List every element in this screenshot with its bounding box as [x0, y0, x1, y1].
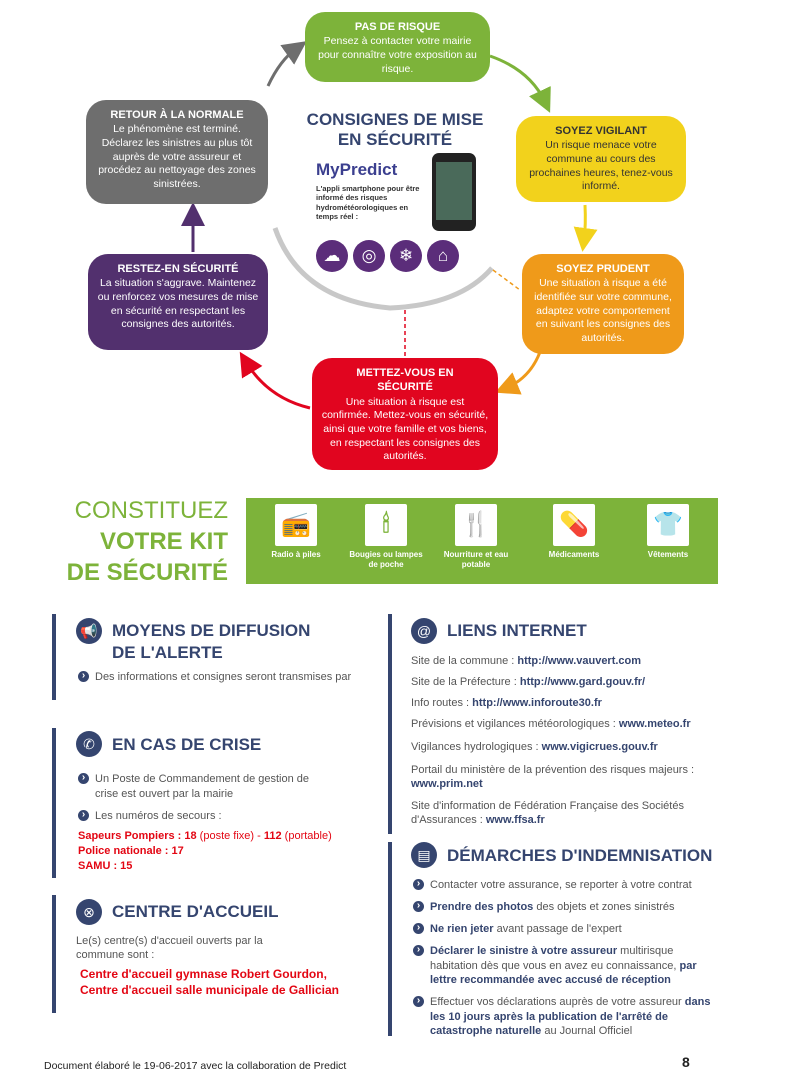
section-bar: [52, 614, 56, 700]
pills-icon: 💊: [553, 504, 595, 546]
link-label: Site d'information de Fédération Française des Sociétés d'Assurances :: [411, 800, 684, 827]
link-url[interactable]: www.ffsa.fr: [485, 814, 545, 827]
step-vigilant: [516, 116, 686, 202]
shirt-icon: 👕: [647, 504, 689, 546]
accueil-intro: Le(s) centre(s) d'accueil ouverts par la commune sont :: [76, 935, 263, 962]
section-title-accueil: CENTRE D'ACCUEIL: [112, 902, 279, 921]
link-label: Info routes :: [411, 697, 473, 709]
kit-item-medicine: [534, 504, 614, 560]
police-line: Police nationale : 17: [78, 845, 184, 857]
link-url[interactable]: www.vigicrues.gouv.fr: [541, 741, 658, 753]
kit-item-radio: [256, 504, 336, 560]
megaphone-icon: 📢: [76, 618, 102, 644]
step-text: Pensez à contacter votre mairie pour connaître votre exposition au risque.: [318, 35, 477, 75]
kit-title-line3: DE SÉCURITÉ: [66, 559, 228, 586]
indem-bullet-5: [413, 995, 713, 1039]
link-commune: [411, 654, 641, 668]
phone-illustration: [432, 153, 476, 231]
accueil-centre-1: Centre d'accueil gymnase Robert Gourdon,: [80, 967, 327, 981]
kit-title-line2: VOTRE KIT: [99, 528, 228, 555]
flood-icon: ⌂: [427, 240, 459, 272]
link-meteo: [411, 717, 691, 731]
link-prim: [411, 763, 721, 792]
food-icon: 🍴: [455, 504, 497, 546]
step-text: Une situation à risque a été identifiée sur votre commune, adaptez votre comportement en suivant les consignes des autorités.: [534, 277, 672, 344]
indem-end: au Journal Officiel: [541, 1025, 633, 1038]
section-bar: [52, 895, 56, 1013]
section-title-indemnisation: DÉMARCHES D'INDEMNISATION: [447, 846, 713, 865]
link-label: Prévisions et vigilances météorologiques :: [411, 718, 619, 730]
indem-bold: dans les 10 jours après la publication de l'arrêté de catastrophe naturelle: [430, 996, 711, 1038]
section-title-diffusion: MOYENS DE DIFFUSION DE L'ALERTE: [112, 621, 311, 663]
cycle-center-title: CONSIGNES DE MISE EN SÉCURITÉ: [306, 110, 484, 149]
pompiers-line: [78, 830, 332, 842]
accueil-centre-2: Centre d'accueil salle municipale de Gallician: [80, 983, 339, 997]
step-title: PAS DE RISQUE: [354, 21, 441, 33]
indem-rest: Effectuer vos déclarations auprès de votre assureur: [430, 996, 682, 1008]
indem-bullet-3: [413, 922, 733, 937]
step-text: Un risque menace votre commune au cours des prochaines heures, tenez-vous informé.: [529, 139, 673, 193]
link-label: Portail du ministère de la prévention des risques majeurs :: [411, 764, 695, 776]
step-title: METTEZ-VOUS EN SÉCURITÉ: [356, 367, 454, 394]
pompiers-portable: (portable): [281, 830, 332, 842]
crise-bullet-pc: › Un Poste de Commandement de gestion de crise est ouvert par la mairie: [78, 772, 318, 801]
indem-bullet-1: › Contacter votre assurance, se reporter à votre contrat: [413, 878, 733, 893]
link-vigicrues: [411, 740, 658, 754]
storm-icon: ☁: [316, 240, 348, 272]
footer-text: Document élaboré le 19-06-2017 avec la collaboration de Predict: [44, 1060, 347, 1072]
app-description: L'appli smartphone pour être informé des risques hydrométéorologiques en temps réel :: [316, 184, 420, 222]
section-bar: [388, 614, 392, 834]
indem-bullet-2: [413, 900, 733, 915]
page-number: 8: [682, 1054, 690, 1070]
indem-rest: multirisque habitation dès que vous en avez eu connaissance,: [430, 945, 677, 972]
link-url[interactable]: http://www.gard.gouv.fr/: [519, 676, 646, 688]
at-icon: @: [411, 618, 437, 644]
step-text: Le phénomène est terminé. Déclarez les sinistres au plus tôt auprès de votre assureur et procédez au nettoyage des zones sinistrées.: [98, 123, 256, 190]
link-ffsa: [411, 799, 721, 828]
step-text: La situation s'aggrave. Maintenez ou renforcez vos mesures de mise en sécurité en respectant les consignes des autorités.: [97, 277, 259, 331]
indem-bold: Ne rien jeter: [430, 923, 494, 935]
step-title: RETOUR À LA NORMALE: [110, 109, 244, 121]
snow-icon: ❄: [390, 240, 422, 272]
indem-bold: Prendre des photos: [430, 901, 534, 913]
section-bar: [388, 842, 392, 1036]
kit-item-label: Vêtements: [647, 550, 689, 559]
shelter-icon: ⊗: [76, 899, 102, 925]
kit-bar: [246, 498, 718, 584]
section-title-crise: EN CAS DE CRISE: [112, 735, 262, 754]
step-restez: [88, 254, 268, 350]
step-mettez: [312, 358, 498, 470]
link-label: Site de la commune :: [411, 655, 518, 667]
radio-icon: 📻: [275, 504, 317, 546]
kit-item-clothes: [628, 504, 708, 560]
kit-item-label: Radio à piles: [271, 550, 321, 559]
step-retour: [86, 100, 268, 204]
step-title: SOYEZ VIGILANT: [555, 125, 647, 137]
link-prefecture: [411, 675, 645, 689]
kit-item-label: Médicaments: [548, 550, 600, 559]
phone-icon: ✆: [76, 731, 102, 757]
kit-item-candles: [346, 504, 426, 569]
kit-title-line1: CONSTITUEZ: [74, 497, 228, 524]
crise-bullet-numbers: › Les numéros de secours :: [78, 809, 318, 824]
link-url[interactable]: http://www.vauvert.com: [517, 655, 642, 667]
app-name: MyPredict: [316, 160, 398, 179]
link-inforoute: [411, 696, 602, 710]
link-label: Vigilances hydrologiques :: [411, 741, 542, 753]
diffusion-bullet: › Des informations et consignes seront transmises par: [78, 670, 378, 685]
link-url[interactable]: www.prim.net: [411, 778, 483, 791]
section-bar: [52, 728, 56, 878]
link-url[interactable]: http://www.inforoute30.fr: [472, 697, 602, 709]
kit-item-label: Bougies ou lampes de poche: [349, 550, 423, 569]
step-text: Une situation à risque est confirmée. Mettez-vous en sécurité, ainsi que votre famille et vos biens, en respectant les consignes des autorités.: [321, 395, 489, 463]
cyclone-icon: ◎: [353, 240, 385, 272]
kit-item-food: [436, 504, 516, 569]
candle-icon: 🕯: [365, 504, 407, 546]
link-label: Site de la Préfecture :: [411, 676, 520, 688]
indem-rest: avant passage de l'expert: [493, 923, 622, 935]
indem-bullet-4: [413, 944, 703, 988]
step-prudent: [522, 254, 684, 354]
link-url[interactable]: www.meteo.fr: [618, 718, 691, 730]
pompiers-fixe: (poste fixe) -: [196, 830, 264, 842]
kit-item-label: Nourriture et eau potable: [443, 550, 509, 569]
indem-bold: Déclarer le sinistre à votre assureur: [430, 945, 618, 957]
step-title: SOYEZ PRUDENT: [556, 263, 650, 275]
indem-rest: des objets et zones sinistrés: [533, 901, 675, 913]
samu-line: SAMU : 15: [78, 860, 133, 872]
pompiers-label: Sapeurs Pompiers : 18: [78, 830, 197, 842]
step-pas-de-risque: [305, 12, 490, 82]
section-title-liens: LIENS INTERNET: [447, 621, 587, 640]
indem-bold-2: par lettre recommandée avec accusé de réception: [430, 959, 697, 987]
step-title: RESTEZ-EN SÉCURITÉ: [117, 263, 239, 275]
document-icon: ▤: [411, 842, 437, 868]
pompiers-num: 112: [263, 830, 282, 842]
